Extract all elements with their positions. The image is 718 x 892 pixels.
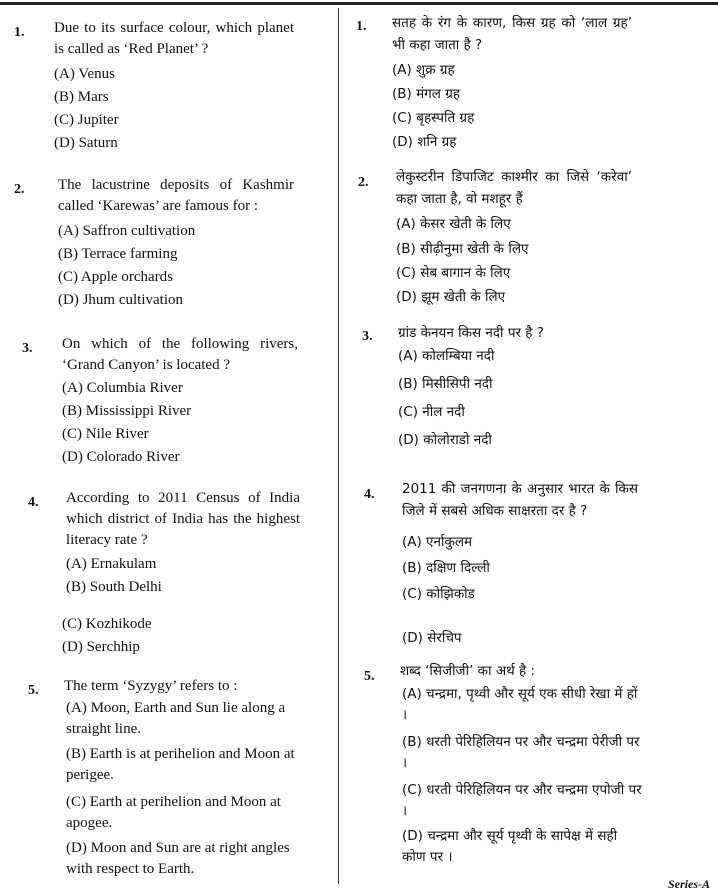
option-c: (C) बृहस्पति ग्रह: [392, 110, 475, 126]
option-b: (B) Mars: [54, 89, 109, 105]
option-b: (B) धरती पेरिहिलियन पर और चन्द्रमा पेरीजी पर ।: [402, 734, 640, 771]
question-text: The term ‘Syzygy’ refers to :: [64, 678, 238, 694]
question-text: ग्रांड केनयन किस नदी पर है ?: [398, 325, 544, 341]
option-c: (C) Kozhikode: [62, 616, 152, 632]
question-text: The lacustrine deposits of Kashmir called ‘Karewas’ are famous for :: [58, 177, 294, 214]
option-b: (B) मिसीसिपी नदी: [398, 376, 493, 392]
option-a: (A) Columbia River: [62, 380, 183, 396]
question-text: सतह के रंग के कारण, किस ग्रह को ‘लाल ग्रह’ भी कहा जाता है ?: [392, 15, 632, 53]
question-text: On which of the following rivers, ‘Grand Canyon’ is located ?: [62, 336, 298, 373]
question-text: Due to its surface colour, which planet is called as ‘Red Planet’ ?: [54, 20, 294, 57]
option-a: (A) Ernakulam: [66, 556, 157, 572]
question-number: 4.: [364, 487, 375, 502]
option-d: (D) शनि ग्रह: [392, 134, 457, 150]
option-c: (C) Apple orchards: [58, 269, 173, 285]
option-b: (B) Mississippi River: [62, 403, 192, 419]
question-number: 1.: [14, 25, 25, 40]
option-a: (A) केसर खेती के लिए: [396, 216, 511, 232]
option-a: (A) शुक्र ग्रह: [392, 62, 455, 78]
option-c: (C) कोझिकोड: [402, 586, 475, 602]
option-a: (A) Moon, Earth and Sun lie along a straight line.: [66, 700, 286, 737]
option-d: (D) सेरचिप: [402, 630, 462, 646]
option-c: (C) Jupiter: [54, 112, 119, 128]
question-text: शब्द ‘सिजीजी’ का अर्थ है :: [400, 663, 536, 679]
option-a: (A) चन्द्रमा, पृथ्वी और सूर्य एक सीधी रेखा में हों ।: [402, 686, 638, 723]
option-c: (C) सेब बागान के लिए: [396, 265, 511, 281]
option-b: (B) सीढ़ीनुमा खेती के लिए: [396, 241, 529, 257]
question-number: 2.: [14, 182, 25, 197]
question-number: 5.: [28, 683, 39, 698]
question-number: 3.: [22, 341, 33, 356]
option-b: (B) Earth is at perihelion and Moon at perigee.: [66, 746, 295, 783]
option-c: (C) Nile River: [62, 426, 149, 442]
question-number: 3.: [362, 329, 373, 344]
option-d: (D) Saturn: [54, 135, 118, 151]
hindi-column: [350, 0, 650, 888]
option-d: (D) Moon and Sun are at right angles with respect to Earth.: [66, 840, 290, 877]
column-divider: [338, 8, 339, 884]
option-c: (C) Earth at perihelion and Moon at apogee.: [66, 794, 281, 831]
option-d: (D) Jhum cultivation: [58, 292, 183, 308]
option-b: (B) Terrace farming: [58, 246, 178, 262]
question-text: लेकुस्टरीन डिपाजिट काश्मीर का जिसे ‘करेवा’ कहा जाता है, वो मशहूर हैं: [396, 169, 632, 207]
option-b: (B) दक्षिण दिल्ली: [402, 560, 490, 576]
option-b: (B) South Delhi: [66, 579, 162, 595]
option-c: (C) धरती पेरिहिलियन पर और चन्द्रमा एपोजी पर ।: [402, 782, 642, 819]
option-c: (C) नील नदी: [398, 404, 465, 420]
option-d: (D) Serchhip: [62, 639, 140, 655]
option-a: (A) Saffron cultivation: [58, 223, 196, 239]
question-number: 4.: [28, 495, 39, 510]
option-d: (D) Colorado River: [62, 449, 180, 465]
question-text: According to 2011 Census of India which district of India has the highest literacy rate ?: [66, 490, 300, 548]
option-a: (A) Venus: [54, 66, 115, 82]
question-number: 5.: [364, 669, 375, 684]
option-d: (D) कोलोराडो नदी: [398, 432, 492, 448]
option-a: (A) एर्नाकुलम: [402, 534, 473, 550]
option-b: (B) मंगल ग्रह: [392, 86, 460, 102]
question-number: 2.: [358, 175, 369, 190]
option-d: (D) झूम खेती के लिए: [396, 289, 506, 305]
english-column: [14, 0, 314, 888]
option-a: (A) कोलम्बिया नदी: [398, 348, 495, 364]
question-text: 2011 की जनगणना के अनुसार भारत के किस जिले में सबसे अधिक साक्षरता दर है ?: [402, 481, 638, 519]
series-label: Series-A: [668, 877, 710, 891]
option-d: (D) चन्द्रमा और सूर्य पृथ्वी के सापेक्ष में सही कोण पर ।: [402, 828, 618, 865]
question-number: 1.: [356, 19, 367, 34]
